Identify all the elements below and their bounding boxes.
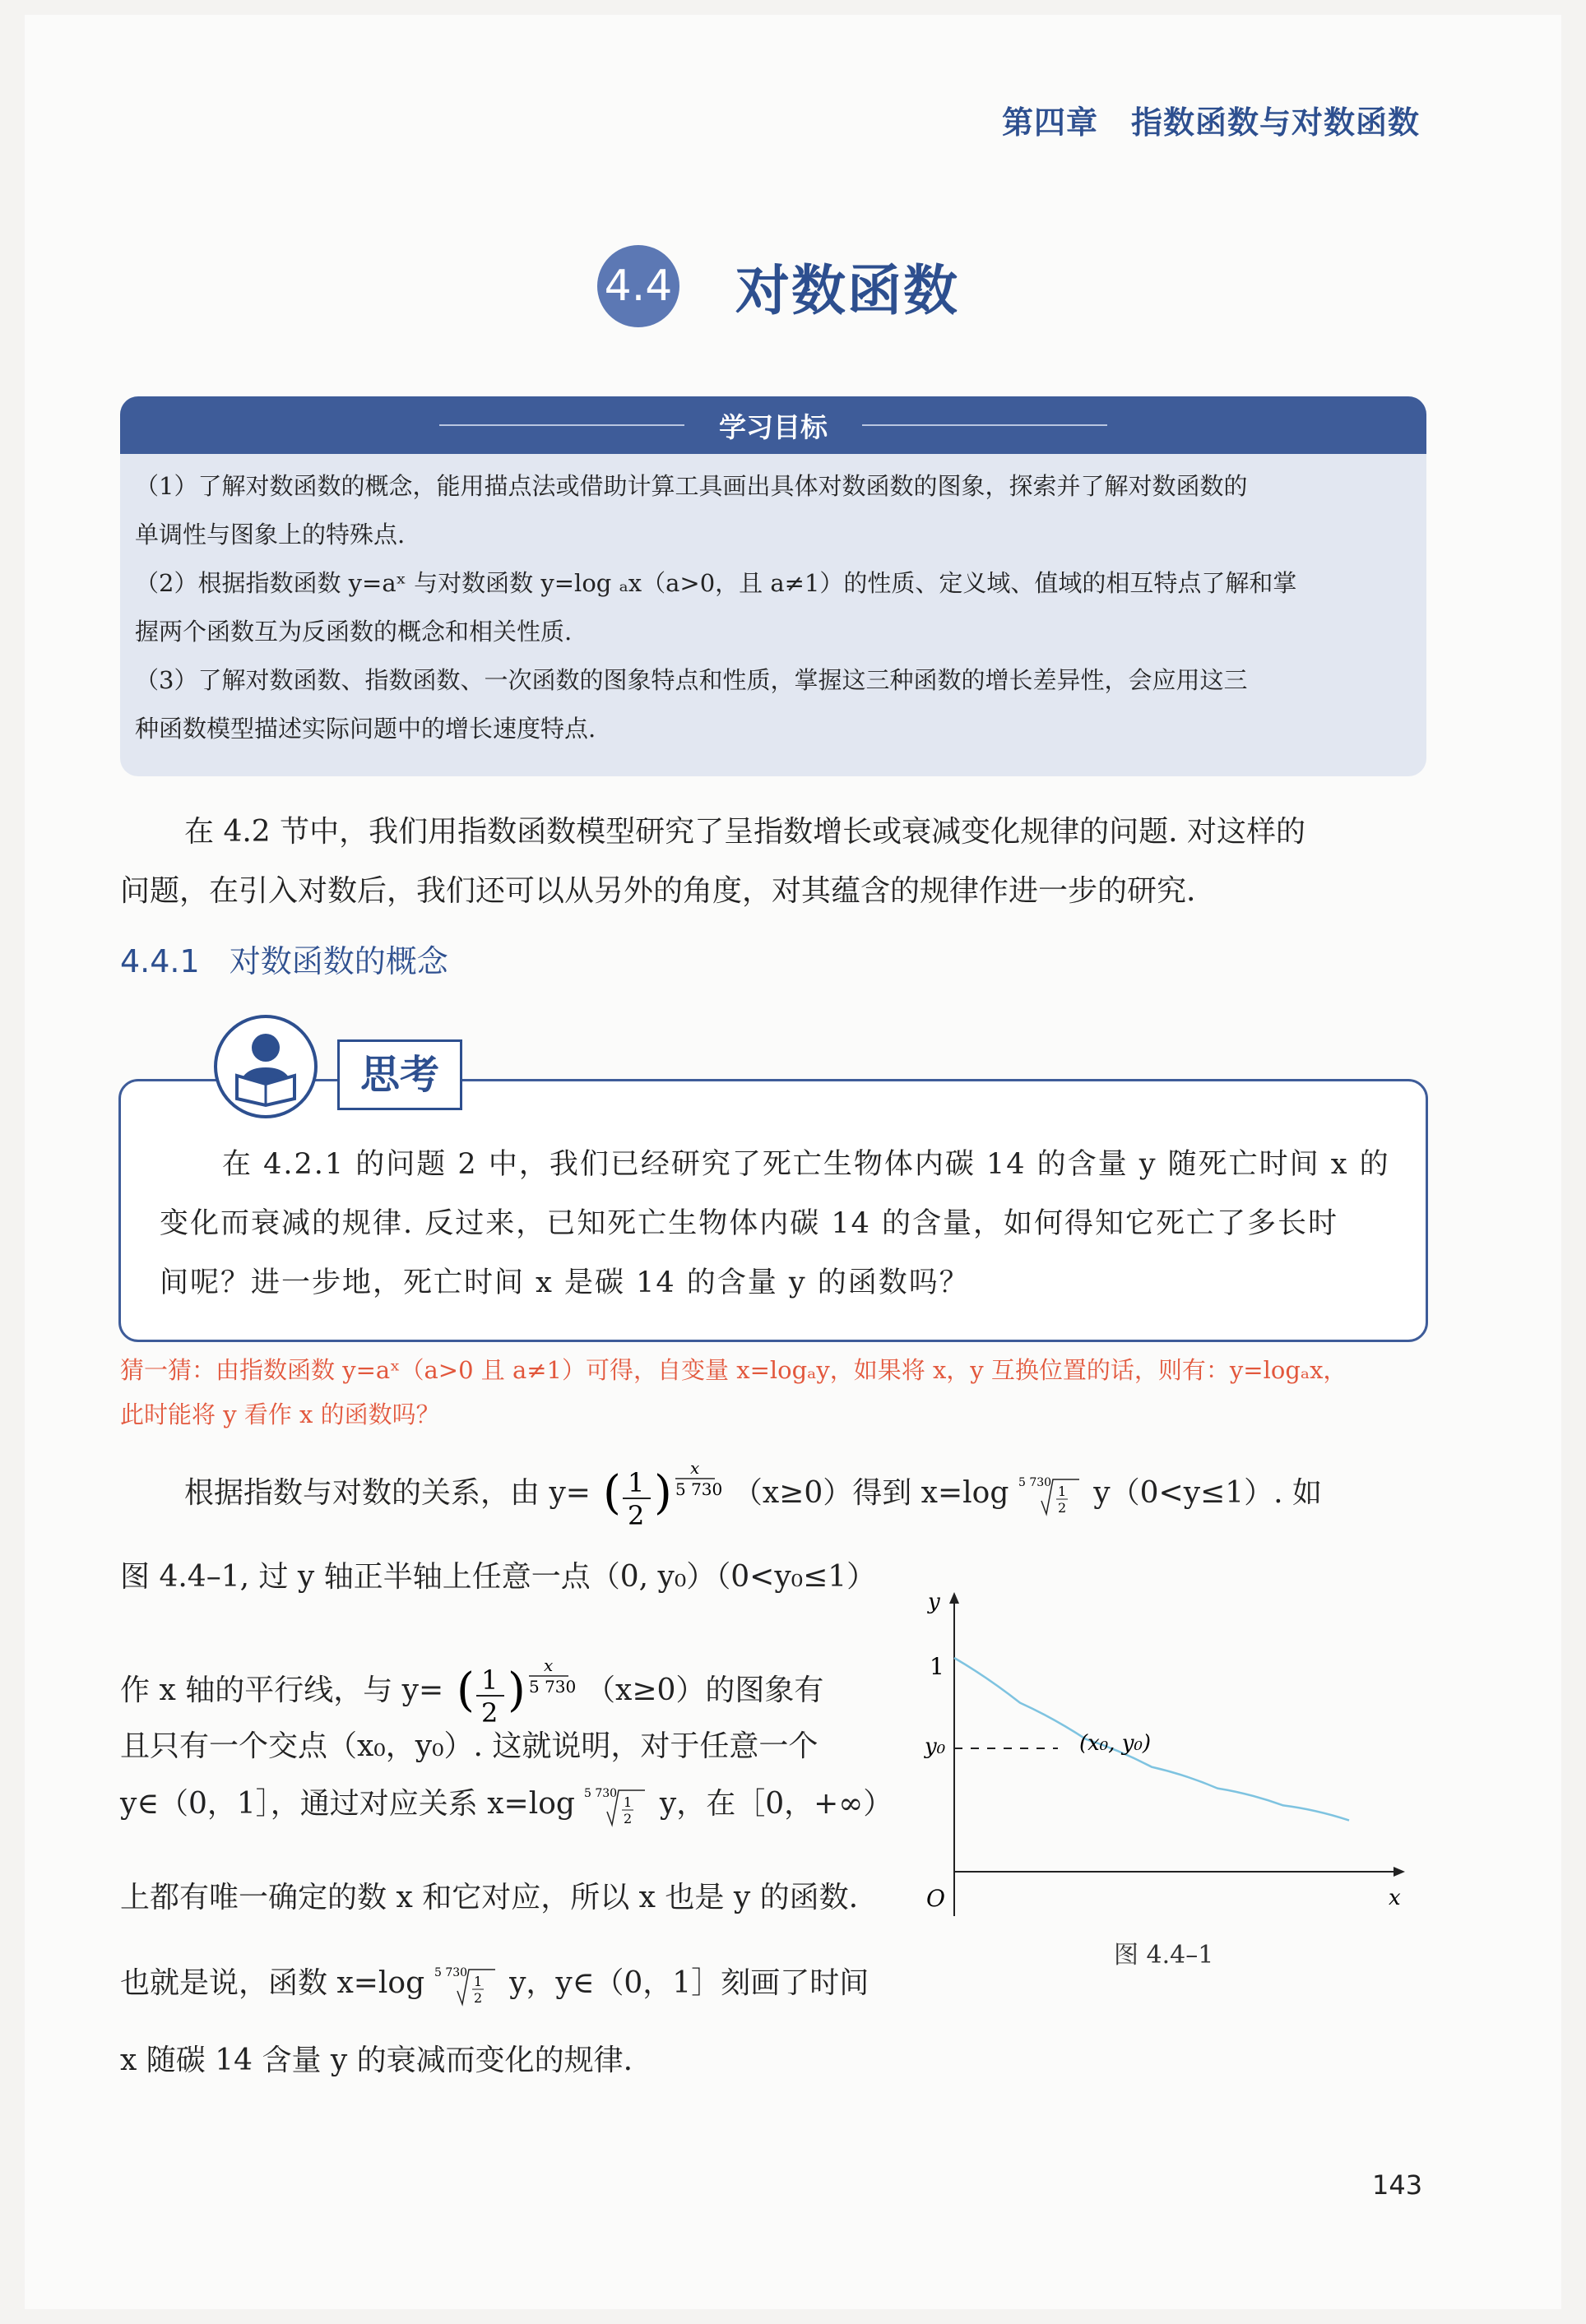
learning-goals-header [120, 396, 1426, 454]
body-line-7 [120, 1952, 943, 2016]
x-axis-label: x [1389, 1886, 1401, 1910]
paren: ) [507, 1664, 526, 1717]
goal-item-1 [135, 462, 1415, 559]
y-axis-arrow [949, 1592, 959, 1604]
think-line-2: 变化而衰减的规律. 反过来，已知死亡生物体内碳 14 的含量，如何得知它死亡了多长时 [160, 1207, 1339, 1240]
body-text: y，y∈（0，1］刻画了时间 [509, 1966, 870, 2000]
body-line-5 [120, 1773, 943, 1836]
figure-4-4-1 [897, 1587, 1423, 1924]
exp-den: 5 730 [675, 1479, 723, 1499]
frac-den: 2 [628, 1500, 645, 1528]
frac-den: 2 [480, 1697, 498, 1725]
body-text: （x≥0）得到 x=log [732, 1476, 1009, 1510]
figure-caption: 图 4.4–1 [1114, 1941, 1214, 1970]
guess-line-2: 此时能将 y 看作 x 的函数吗？ [120, 1400, 440, 1428]
paren: ( [603, 1466, 622, 1520]
subsection-heading [120, 936, 448, 981]
body-text: y（0<y≤1）. 如 [1093, 1476, 1322, 1510]
paren: ) [654, 1466, 673, 1520]
origin-label: O [926, 1885, 945, 1912]
exp-den: 5 730 [528, 1677, 576, 1697]
intro-line-2: 问题，在引入对数后，我们还可以从另外的角度，对其蕴含的规律作进一步的研究. [120, 874, 1196, 908]
learning-goals-box [120, 396, 1426, 776]
exp-num: x [543, 1660, 553, 1675]
chapter-header [1002, 97, 1420, 142]
decay-curve [954, 1658, 1349, 1821]
guess-line-1: 猜一猜：由指数函数 y=aˣ（a>0 且 a≠1）可得，自变量 x=logₐy，如果将 x，y 互换位置的话，则有：y=logₐx， [120, 1356, 1347, 1384]
base-index: 5 730 [434, 1966, 467, 1979]
log-base-1 [1018, 1468, 1084, 1525]
learning-goals-title: 学习目标 [719, 411, 828, 443]
x-axis-arrow [1394, 1867, 1405, 1877]
section-title: 对数函数 [735, 259, 959, 322]
base-den: 2 [624, 1811, 633, 1826]
body-text: y，在［0，+∞） [659, 1787, 893, 1821]
goal-line: 单调性与图象上的特殊点. [135, 521, 406, 549]
exp-num: x [690, 1462, 700, 1478]
intro-line-1: 在 4.2 节中，我们用指数函数模型研究了呈指数增长或衰减变化规律的问题. 对这样的 [184, 815, 1306, 849]
subsection-number: 4.4.1 [120, 943, 200, 979]
body-text: 作 x 轴的平行线，与 y= [120, 1674, 444, 1707]
base-num: 1 [473, 1974, 482, 1989]
frac-num: 1 [628, 1467, 645, 1498]
log-base-3 [434, 1958, 500, 2016]
body-text: 也就是说，函数 x=log [120, 1966, 425, 2000]
reader-icon [214, 1015, 318, 1118]
chapter-label: 第四章 [1002, 104, 1099, 141]
log-base-2 [584, 1779, 650, 1836]
body-line-6: 上都有唯一确定的数 x 和它对应，所以 x 也是 y 的函数. [120, 1881, 859, 1914]
base-num: 1 [1057, 1484, 1067, 1499]
base-den: 2 [473, 1990, 482, 2006]
frac-num: 1 [480, 1664, 498, 1696]
page-number: 143 [1372, 2169, 1423, 2201]
base-num: 1 [624, 1794, 633, 1810]
formula-half-power [600, 1462, 723, 1528]
base-index: 5 730 [584, 1787, 618, 1800]
y-axis-label: y [928, 1590, 940, 1614]
body-line-1 [184, 1462, 1435, 1528]
goal-line: （3）了解对数函数、指数函数、一次函数的图象特点和性质，掌握这三种函数的增长差异性，会应用这三 [135, 666, 1248, 694]
tick-y0-label: y₀ [925, 1734, 946, 1759]
tick-one-label: 1 [930, 1653, 944, 1680]
goal-line: 种函数模型描述实际问题中的增长速度特点. [135, 715, 596, 743]
goal-item-2 [135, 559, 1415, 656]
body-line-2: 图 4.4–1, 过 y 轴正半轴上任意一点（0, y₀）（0<y₀≤1） [120, 1560, 877, 1594]
body-line-8: x 随碳 14 含量 y 的衰减而变化的规律. [120, 2044, 633, 2077]
subsection-title: 对数函数的概念 [229, 943, 448, 979]
body-line-4: 且只有一个交点（x₀，y₀）. 这就说明，对于任意一个 [120, 1729, 819, 1763]
goal-item-3 [135, 656, 1415, 753]
think-label: 思考 [337, 1039, 462, 1110]
base-den: 2 [1057, 1500, 1067, 1516]
goal-line: （2）根据指数函数 y=aˣ 与对数函数 y=log ₐx（a>0，且 a≠1）的性质、定义域、值域的相互特点了解和掌 [135, 569, 1297, 597]
section-number-badge: 4.4 [597, 245, 679, 327]
body-text: 根据指数与对数的关系，由 y= [184, 1476, 591, 1510]
goal-line: 握两个函数互为反函数的概念和相关性质. [135, 618, 573, 646]
think-line-1: 在 4.2.1 的问题 2 中，我们已经研究了死亡生物体内碳 14 的含量 y 随死亡时间 x 的 [222, 1148, 1390, 1181]
point-label: (x₀, y₀) [1079, 1731, 1152, 1756]
paren: ( [456, 1664, 475, 1717]
think-line-3: 间呢？进一步地，死亡时间 x 是碳 14 的含量 y 的函数吗？ [160, 1266, 970, 1299]
base-index: 5 730 [1018, 1476, 1051, 1489]
chapter-title: 指数函数与对数函数 [1131, 104, 1421, 141]
goal-line: （1）了解对数函数的概念，能用描点法或借助计算工具画出具体对数函数的图象，探索并了解对数函数的 [135, 472, 1248, 500]
body-text: y∈（0，1］，通过对应关系 x=log [120, 1787, 575, 1821]
body-text: （x≥0）的图象有 [586, 1674, 824, 1707]
